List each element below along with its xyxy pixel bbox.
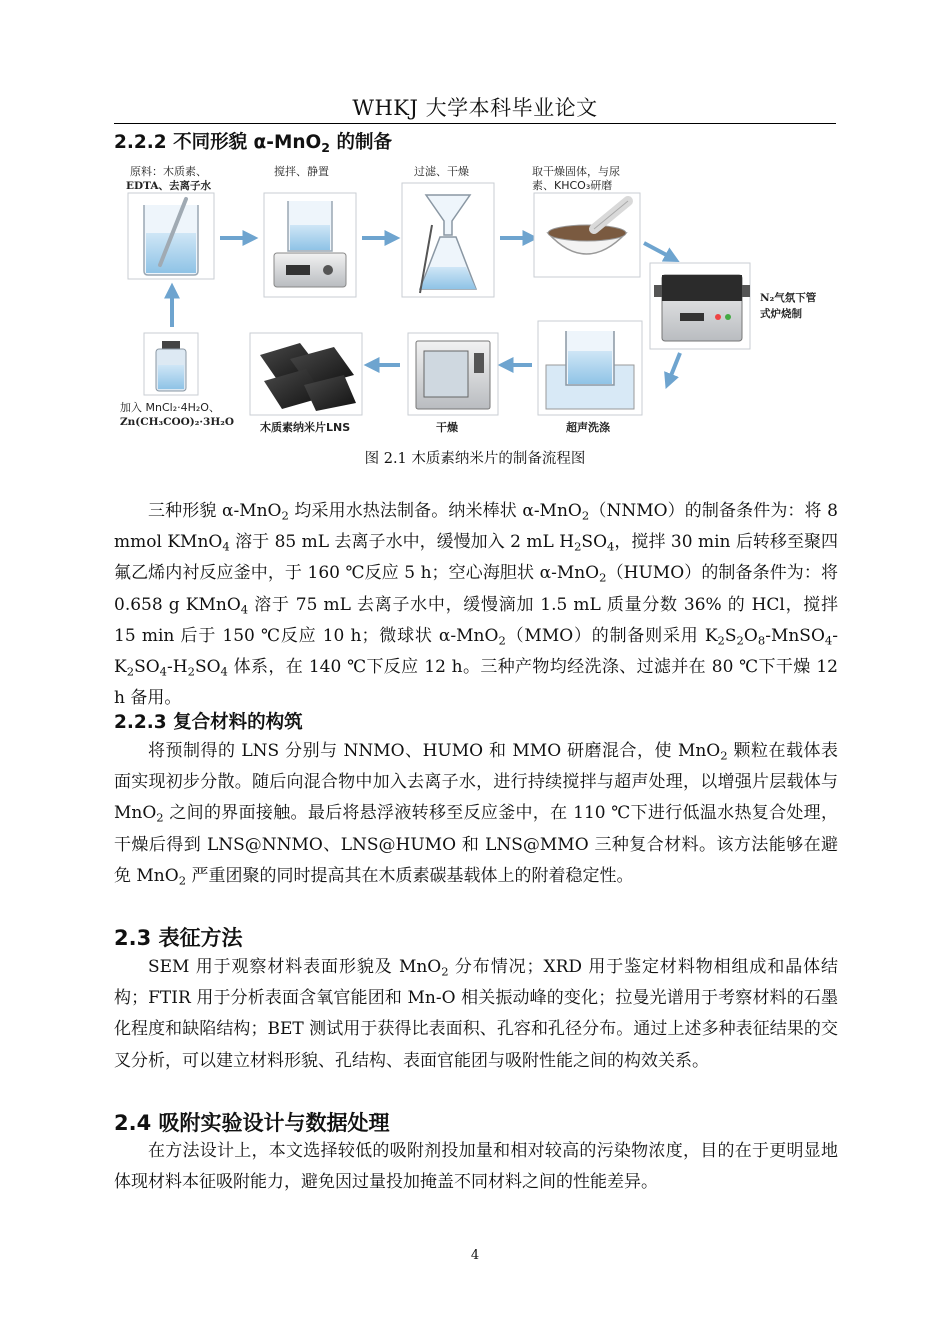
grind-label-1: 取干燥固体，与尿 bbox=[532, 165, 620, 178]
furnace-label-1: N₂气氛下管 bbox=[760, 292, 817, 304]
ultrasonic-label: 超声洗涤 bbox=[566, 421, 610, 434]
section-heading-2-2-3: 2.2.3 复合材料的构筑 bbox=[114, 712, 303, 733]
stir-step bbox=[264, 164, 356, 297]
lns-step bbox=[250, 333, 362, 434]
add-salts-label-1: 加入 MnCl₂·4H₂O、 bbox=[120, 401, 220, 414]
filter-step bbox=[402, 164, 494, 297]
paragraph-mno2-synthesis: 三种形貌 α-MnO$_2$ 均采用水热法制备。纳米棒状 α-MnO$_2$（NNMO）的制备条件为：将 8 mmol KMnO$_4$ 溶于 85 mL 去离子水中，缓慢加入 2 mL $H_2SO_4$，搅拌 30 min 后转移至聚四氟乙烯内衬反应釜中，于 160 ℃反应 5 h；空心海胆状 α-MnO$_2$（HUMO）的制备条件为：将 0.658 g KMnO$_4$ 溶于 75 mL 去离子水中，缓慢滴加 1.5 mL 质量分数 36% 的 HCl，搅拌 15 min 后于 150 ℃反应 10 h；微球状 α-MnO$_2$（MMO）的制备则采用 $K_2S_2O_8-MnSO_4-K_2SO_4-H_2SO_4$ 体系，在 140 ℃下反应 12 h。三种产物均经洗涤、过滤并在 80 ℃下干燥 12 h 备用。 bbox=[114, 501, 839, 709]
paragraph-composite: 将预制得的 LNS 分别与 NNMO、HUMO 和 MMO 研磨混合，使 MnO$_2$ 颗粒在载体表面实现初步分散。随后向混合物中加入去离子水，进行持续搅拌与超声处理，以增强片层载体与 MnO$_2$ 之间的界面接触。最后将悬浮液转移至反应釜中，在 110 ℃下进行低温水热复合处理，干燥后得到 LNS@NNMO、LNS@HUMO 和 LNS@MMO 三种复合材料。该方法能够在避免 MnO$_2$ 严重团聚的同时提高其在木质素碳基载体上的附着稳定性。 bbox=[114, 741, 838, 888]
section-heading-2-2-2: 2.2.2 不同形貌 α-MnO$_2$ 的制备 bbox=[114, 132, 392, 155]
drying-oven-icon bbox=[416, 341, 490, 409]
section-heading-2-4: 2.4 吸附实验设计与数据处理 bbox=[114, 1111, 390, 1135]
grind-label-2: 素、KHCO₃研磨 bbox=[532, 179, 613, 192]
filter-label: 过滤、干燥 bbox=[414, 165, 469, 178]
beaker-rod-icon bbox=[144, 199, 198, 275]
raw-materials-label-1: 原料：木质素、 bbox=[130, 165, 207, 178]
page-number: 4 bbox=[470, 1248, 480, 1263]
section-heading-2-3: 2.3 表征方法 bbox=[114, 926, 243, 950]
raw-materials-step bbox=[126, 164, 214, 279]
figure-caption: 图 2.1 木质素纳米片的制备流程图 bbox=[364, 451, 586, 467]
ultrasonic-step bbox=[538, 321, 642, 434]
running-header: WHKJ 大学本科毕业论文 bbox=[352, 96, 598, 120]
grind-step bbox=[532, 164, 640, 277]
paragraph-characterization: SEM 用于观察材料表面形貌及 MnO$_2$ 分布情况；XRD 用于鉴定材料物相组成和晶体结构；FTIR 用于分析表面含氧官能团和 Mn-O 相关振动峰的变化；拉曼光谱用于考察材料的石墨化程度和缺陷结构；BET 测试用于获得比表面积、孔容和孔径分布。通过上述多种表征结果的交叉分析，可以建立材料形貌、孔结构、表面官能团与吸附性能之间的构效关系。 bbox=[114, 957, 839, 1071]
dry-label: 干燥 bbox=[436, 421, 458, 434]
furnace-label-2: 式炉烧制 bbox=[760, 308, 802, 320]
preparation-flowchart bbox=[114, 155, 836, 445]
reagent-bottle-icon bbox=[156, 341, 186, 391]
dry-step bbox=[408, 333, 498, 434]
add-salts-step bbox=[120, 333, 234, 428]
header-rule bbox=[114, 123, 836, 124]
paragraph-adsorption: 在方法设计上，本文选择较低的吸附剂投加量和相对较高的污染物浓度，目的在于更明显地体现材料本征吸附能力，避免因过量投加掩盖不同材料之间的性能差异。 bbox=[114, 1141, 838, 1193]
add-salts-label-2: Zn(CH₃COO)₂·3H₂O bbox=[120, 416, 234, 428]
tube-furnace-icon bbox=[654, 275, 750, 341]
furnace-step bbox=[650, 263, 817, 349]
raw-materials-label-2: EDTA、去离子水 bbox=[126, 180, 211, 192]
stir-label: 搅拌、静置 bbox=[274, 165, 329, 178]
lns-label: 木质素纳米片LNS bbox=[260, 421, 351, 434]
